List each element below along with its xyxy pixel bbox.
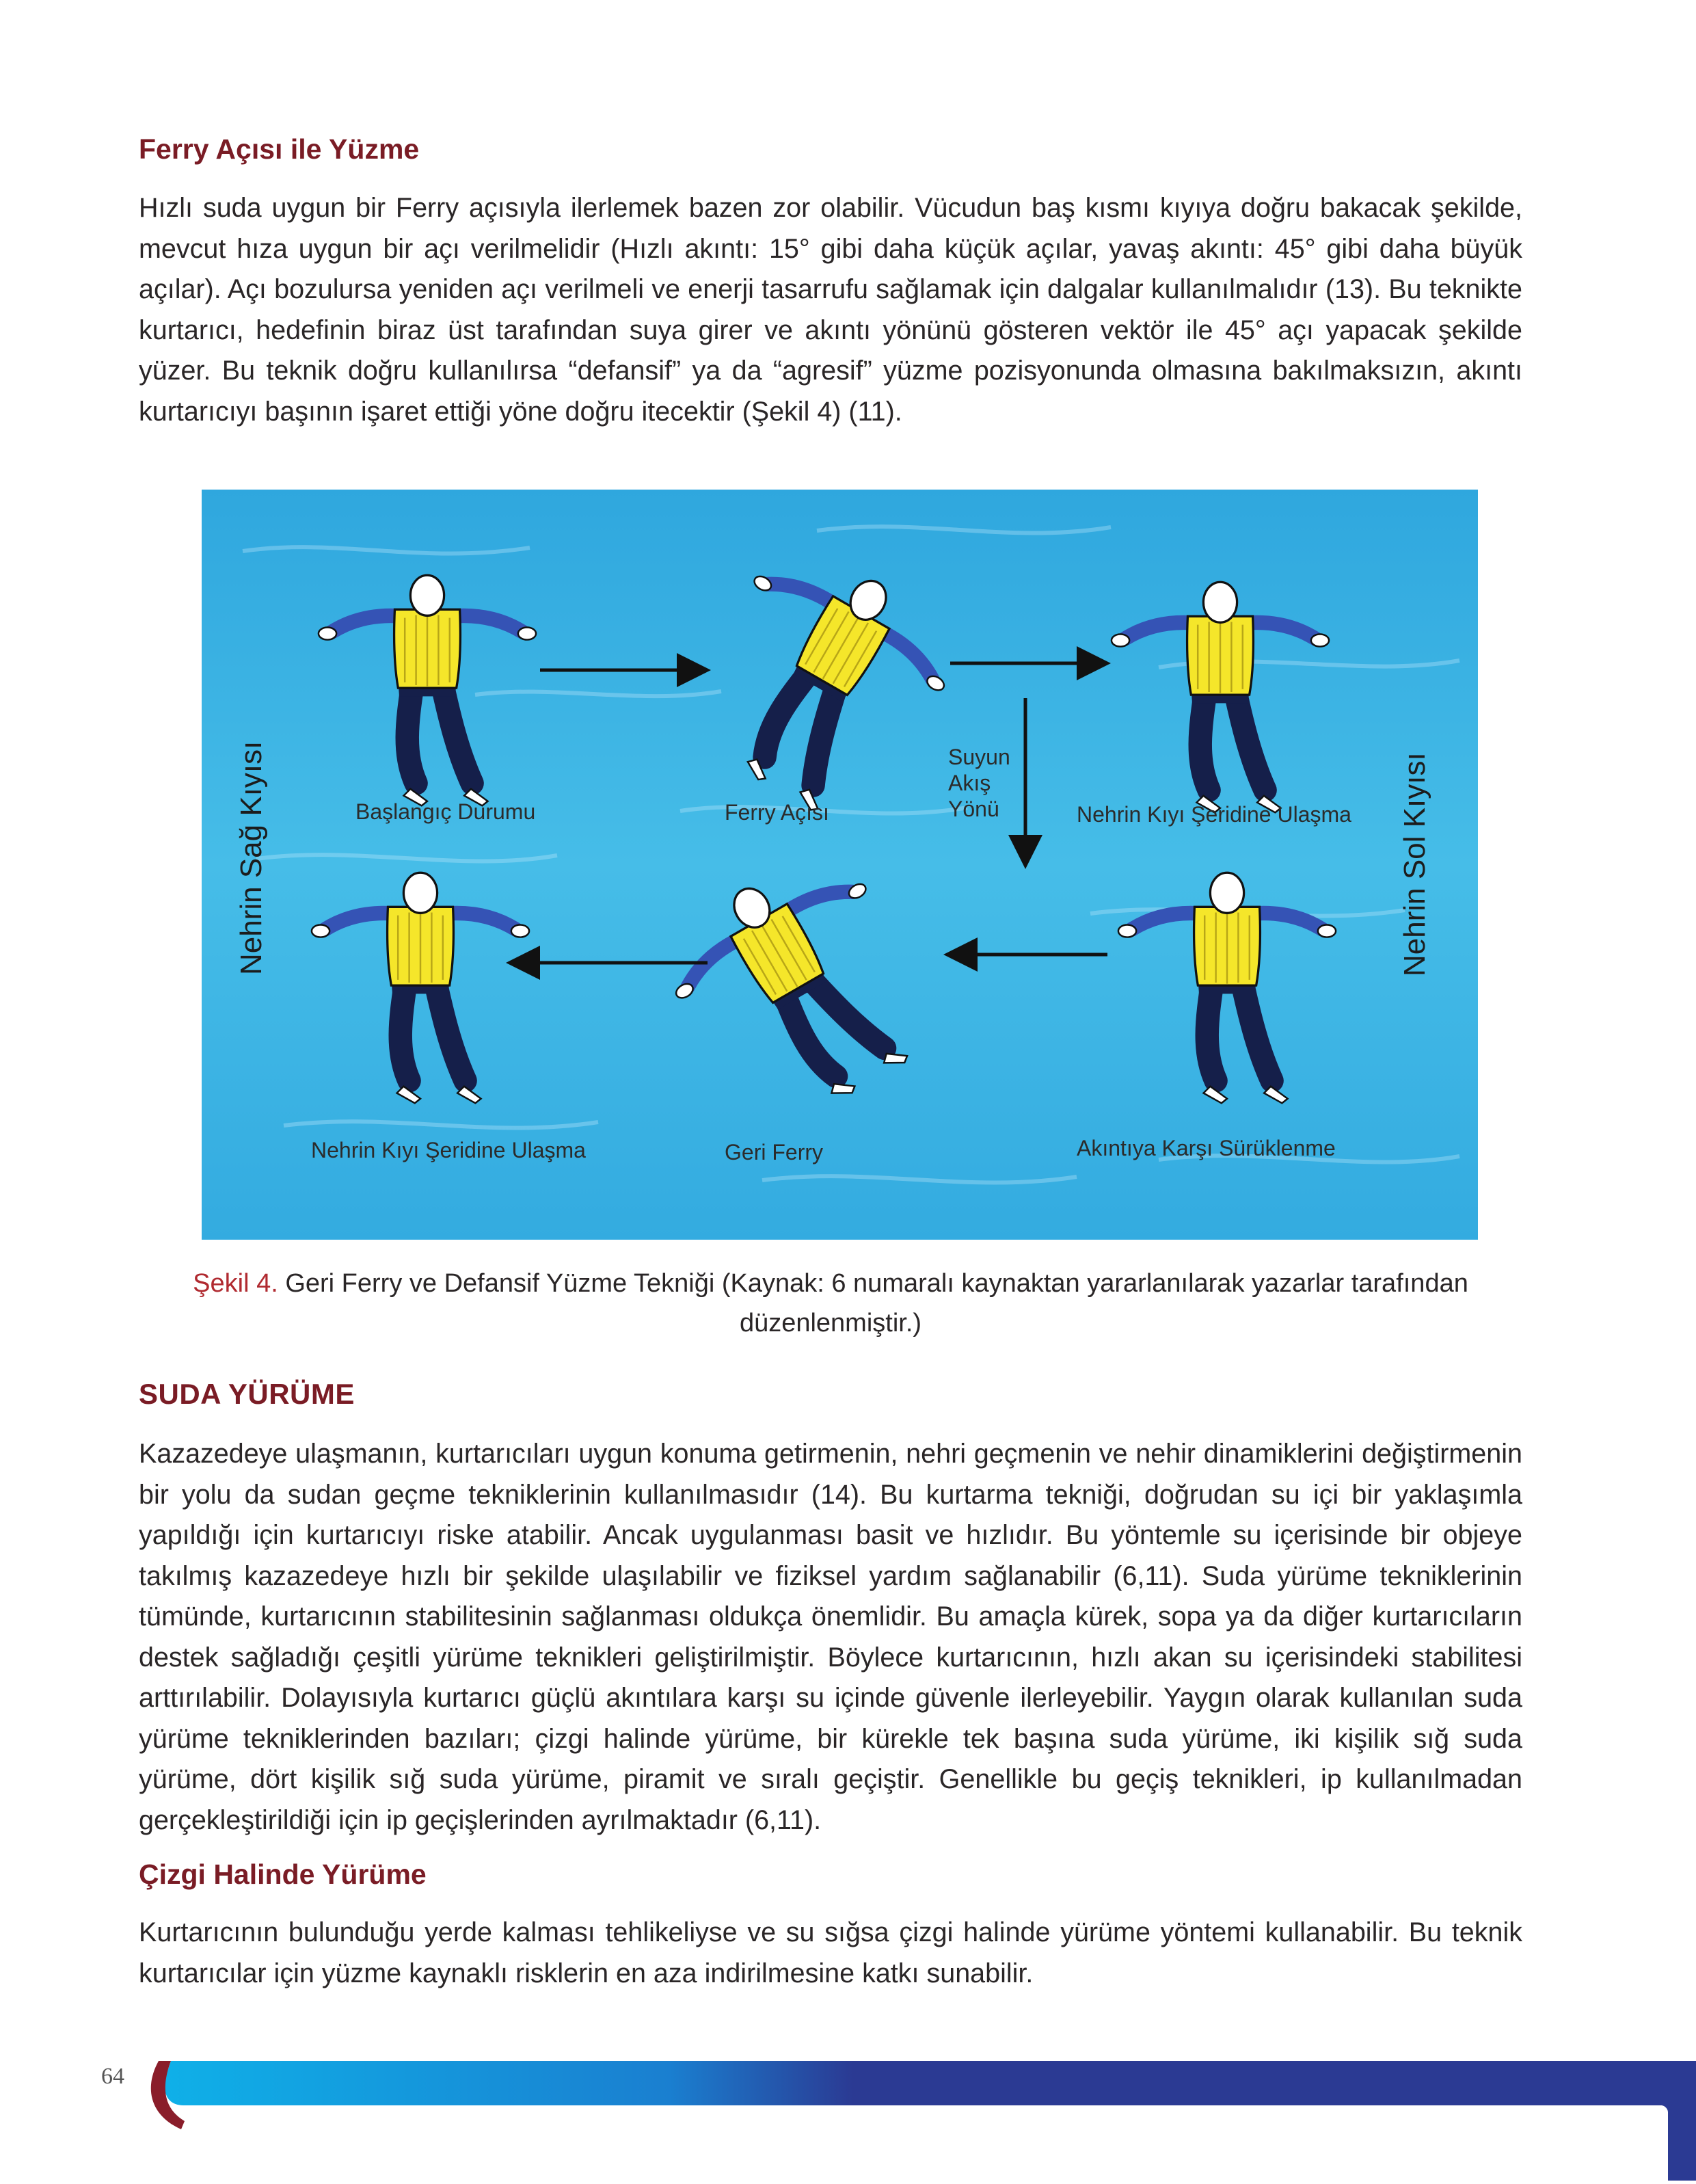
section-heading-line-walking: Çizgi Halinde Yürüme [139, 1859, 427, 1890]
right-bank-label: Nehrin Sol Kıyısı [1398, 752, 1431, 976]
section-heading-ferry: Ferry Açısı ile Yüzme [139, 133, 420, 165]
caption-text: Geri Ferry ve Defansif Yüzme Tekniği (Kaynak: 6 numaralı kaynaktan yararlanılarak yazarlar tarafından düzenlenmiştir.) [278, 1269, 1468, 1337]
figure-illustration [202, 490, 1478, 1240]
label-drift: Akıntıya Karşı Sürüklenme [1077, 1136, 1336, 1160]
figure-caption [139, 1264, 1522, 1343]
label-reach-bottom: Nehrin Kıyı Şeridine Ulaşma [311, 1138, 586, 1162]
label-ferry-angle: Ferry Açısı [725, 800, 829, 825]
label-start: Başlangıç Durumu [355, 799, 536, 824]
ferry-paragraph: Hızlı suda uygun bir Ferry açısıyla ilerlemek bazen zor olabilir. Vücudun baş kısmı kıyıya doğru bakacak şekilde, mevcut hıza uygun bir açı verilmelidir (Hızlı akıntı: 15° gibi daha küçük açılar, yavaş akıntı: 45° gibi daha büyük açılar). Açı bozulursa yeniden açı verilmeli ve enerji tasarrufu sağlamak için dalgalar kullanılmalıdır (13). Bu teknikte kurtarıcı, hedefinin biraz üst tarafından suya girer ve akıntı yönünü gösteren vektör ile 45° açı yapacak şekilde yüzer. Bu teknik doğru kullanılırsa “defansif” ya da “agresif” yüzme pozisyonunda olmasına bakılmaksızın, akıntı kurtarıcıyı başının işaret ettiği yöne doğru itecektir (Şekil 4) (11). [139, 193, 1522, 427]
section-heading-walking: SUDA YÜRÜME [139, 1378, 355, 1410]
flow-direction-line-2: Akış [948, 771, 991, 795]
left-bank-label: Nehrin Sağ Kıyısı [234, 741, 268, 975]
page-number: 64 [101, 2064, 124, 2089]
figure-ferry-technique [202, 490, 1478, 1240]
walking-paragraph: Kazazedeye ulaşmanın, kurtarıcıları uygun konuma getirmenin, nehri geçmenin ve nehir dinamiklerini değiştirmenin bir yolu da sudan geçme tekniklerinin kullanılmasıdır (14). Bu kurtarma tekniği, doğrudan su içi bir yaklaşımla yapıldığı için kurtarıcıyı riske atabilir. Ancak uygulanması basit ve hızlıdır. Bu yöntemle su içerisinde bir objeye takılmış kazazedeye hızlı bir şekilde ulaşılabilir ve fiziksel yardım sağlanabilir (6,11). Suda yürüme tekniklerinin tümünde, kurtarıcının stabilitesinin sağlanması oldukça önemlidir. Bu amaçla kürek, sopa ya da diğer kurtarıcıların destek sağladığı çeşitli yürüme teknikleri geliştirilmiştir. Böylece kurtarıcının, hızlı akan su içerisindeki stabilitesi arttırılabilir. Dolayısıyla kurtarıcı güçlü akıntılara karşı su içinde güvenle ilerleyebilir. Yaygın olarak kullanılan suda yürüme tekniklerinden bazıları; çizgi halinde yürüme, bir kürekle tek başına suda yürüme, iki kişilik sığ suda yürüme, dört kişilik sığ suda yürüme, piramit ve sıralı geçiştir. Genellikle bu geçiş teknikleri, ip kullanılmadan gerçekleştirildiği için ip geçişlerinden ayrılmaktadır (6,11). [139, 1439, 1522, 1835]
caption-label: Şekil 4. [193, 1269, 278, 1298]
footer-decoration [144, 2061, 1696, 2181]
label-back-ferry: Geri Ferry [725, 1140, 823, 1164]
label-reach-top: Nehrin Kıyı Şeridine Ulaşma [1077, 802, 1351, 827]
flow-direction-line-1: Suyun [948, 745, 1010, 769]
flow-direction-line-3: Yönü [948, 797, 999, 821]
flow-direction-label [948, 744, 1044, 822]
line-walking-paragraph: Kurtarıcının bulunduğu yerde kalması tehlikeliyse ve su sığsa çizgi halinde yürüme yöntemi kullanabilir. Bu teknik kurtarıcılar için yüzme kaynaklı risklerin en aza indirilmesine katkı sunabilir. [139, 1917, 1522, 1988]
